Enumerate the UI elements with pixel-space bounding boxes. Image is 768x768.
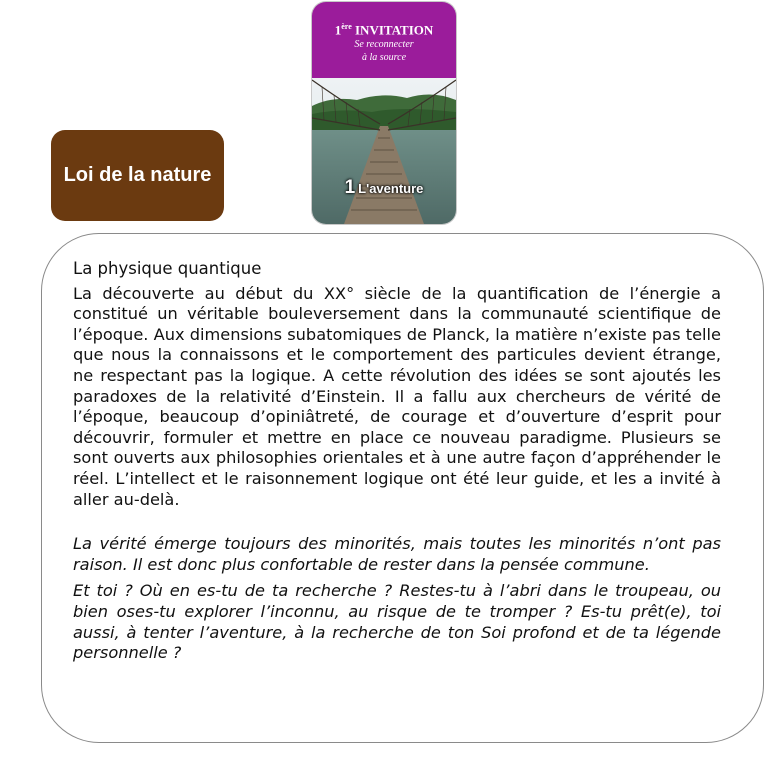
card-subtitle-line2: à la source [361,52,407,64]
card-title-superscript: ère [341,22,352,31]
section-heading: La physique quantique [73,259,262,278]
card-header [312,2,456,78]
card-title-text: INVITATION [355,22,434,38]
category-badge [51,130,224,221]
question-paragraph: Et toi ? Où en es-tu de ta recherche ? Restes-tu à l’abri dans le troupeau, ou bien oses-tu explorer l’inconnu, au risque de te tromper ? Es-tu prêt(e), toi aussi, à tenter l’aventure, à la recherche de ton Soi profond et de ta légende personnelle ? [73,581,721,663]
card-title [312,22,456,38]
card-caption [312,177,456,199]
body-paragraph: La découverte au début du XX° siècle de la quantification de l’énergie a constitué un véritable bouleversement dans la communauté scientifique de l’époque. Aux dimensions subatomiques de Planck, la matière n’existe pas telle que nous la connaissons et le comportement des particules devient étrange, ne respectant pas la logique. A cette révolution des idées se sont ajoutés les paradoxes de la relativité d’Einstein. Il a fallu aux chercheurs de vérité de l’époque, beaucoup d’opiniâtreté, de courage et d’ouverture d’esprit pour découvrir, formuler et mettre en place ce nouveau paradigme. Plusieurs se sont ouverts aux philosophies orientales et à une autre façon d’appréhender le réel. L’intellect et le raisonnement logique ont été leur guide, et les a invité à aller au-delà. [73,283,721,509]
card-title-number: 1 [334,22,342,38]
quote-paragraph: La vérité émerge toujours des minorités, mais toutes les minorités n’ont pas raison. Il est donc plus confortable de rester dans la pensée commune. [73,534,721,574]
card-caption-text: L'aventure [358,181,424,196]
category-badge-label: Loi de la nature [63,164,212,186]
suspension-bridge-photo [312,78,456,224]
invitation-card [312,2,456,224]
card-subtitle-line1: Se reconnecter [354,39,414,51]
card-caption-number: 1 [344,177,356,198]
text-content [73,259,721,664]
